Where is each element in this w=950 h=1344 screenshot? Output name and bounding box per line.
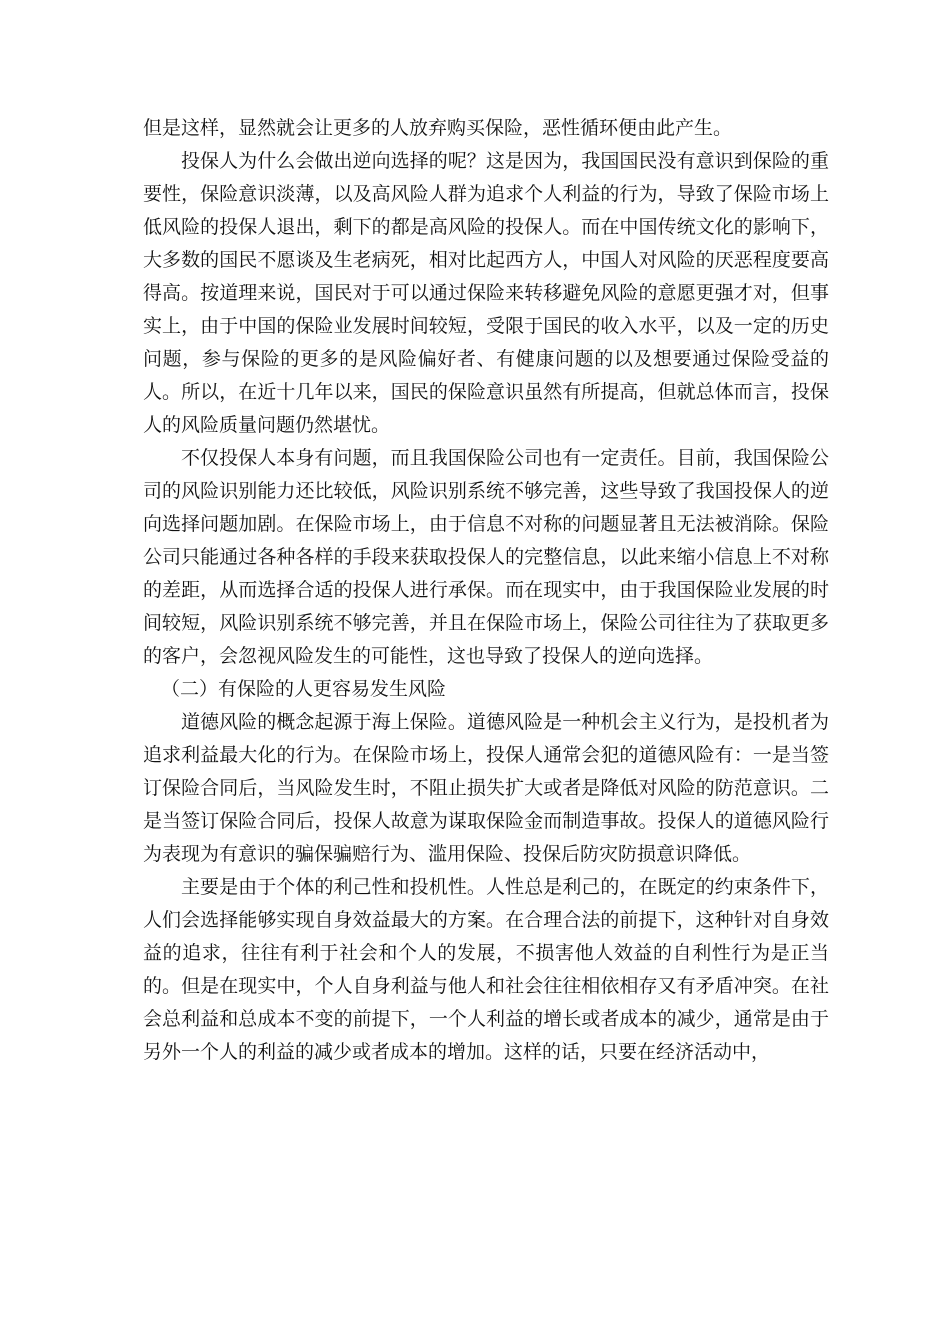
paragraph-insurer-responsibility: 不仅投保人本身有问题，而且我国保险公司也有一定责任。目前，我国保险公司的风险识别能力还比较低，风险识别系统不够完善，这些导致了我国投保人的逆向选择问题加剧。在保险市场上，由于信息不对称的问题显著且无法被消除。保险公司只能通过各种各样的手段来获取投保人的完整信息，以此来缩小信息上不对称的差距，从而选择合适的投保人进行承保。而在现实中，由于我国保险业发展的时间较短，风险识别系统不够完善，并且在保险市场上，保险公司往往为了获取更多的客户，会忽视风险发生的可能性，这也导致了投保人的逆向选择。 [143,447,829,667]
section-heading: （二）有保险的人更容易发生风险 [161,678,447,700]
paragraph-self-interest: 主要是由于个体的利己性和投机性。人性总是利己的，在既定的约束条件下，人们会选择能够实现自身效益最大的方案。在合理合法的前提下，这种针对自身效益的追求，往往有利于社会和个人的发展，不损害他人效益的自利性行为是正当的。但是在现实中，个人自身利益与他人和社会往往相依相存又有矛盾冲突。在社会总利益和总成本不变的前提下，一个人利益的增长或者成本的减少，通常是由于另外一个人的利益的减少或者成本的增加。这样的话，只要在经济活动中， [143,876,829,1063]
paragraph-moral-hazard-definition: 道德风险的概念起源于海上保险。道德风险是一种机会主义行为，是投机者为追求利益最大化的行为。在保险市场上，投保人通常会犯的道德风险有：一是当签订保险合同后，当风险发生时，不阻止损失扩大或者是降低对风险的防范意识。二是当签订保险合同后，投保人故意为谋取保险金而制造事故。投保人的道德风险行为表现为有意识的骗保骗赔行为、滥用保险、投保后防灾防损意识降低。 [143,711,829,865]
paragraph-adverse-selection-causes: 投保人为什么会做出逆向选择的呢？这是因为，我国国民没有意识到保险的重要性，保险意识淡薄，以及高风险人群为追求个人利益的行为，导致了保险市场上低风险的投保人退出，剩下的都是高风险的投保人。而在中国传统文化的影响下，大多数的国民不愿谈及生老病死，相对比起西方人，中国人对风险的厌恶程度要高得高。按道理来说，国民对于可以通过保险来转移避免风险的意愿更强才对，但事实上，由于中国的保险业发展时间较短，受限于国民的收入水平，以及一定的历史问题，参与保险的更多的是风险偏好者、有健康问题的以及想要通过保险受益的人。所以，在近十几年以来，国民的保险意识虽然有所提高，但就总体而言，投保人的风险质量问题仍然堪忧。 [143,150,829,436]
body-text [143,112,829,1069]
paragraph-continued: 但是这样，显然就会让更多的人放弃购买保险，恶性循环便由此产生。 [143,117,733,139]
